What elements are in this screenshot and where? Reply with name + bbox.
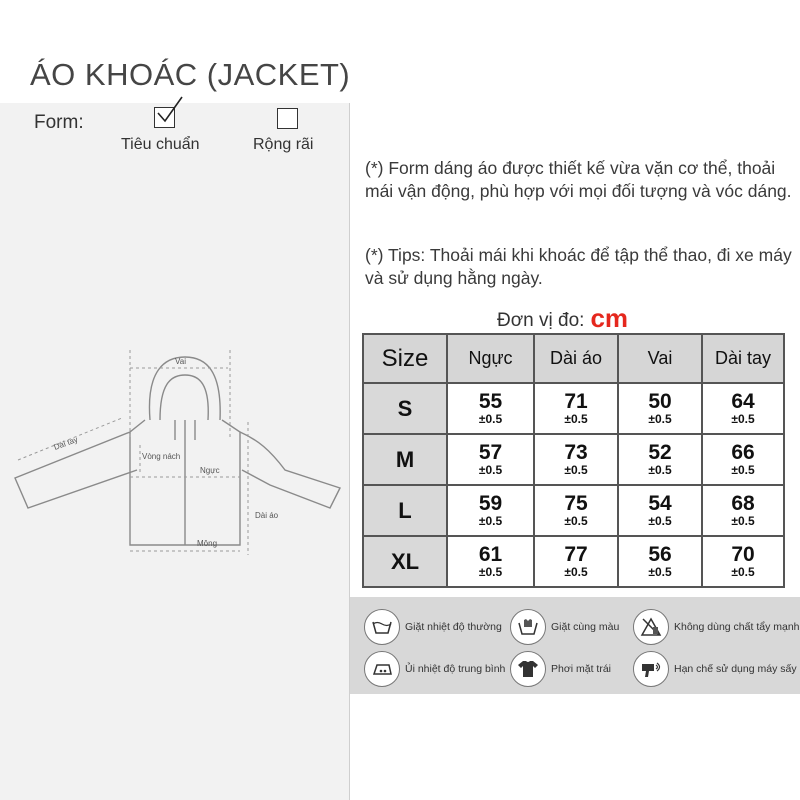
cell-tolerance: ±0.5 [731, 412, 755, 426]
table-cell [618, 485, 702, 536]
care-item [364, 609, 502, 645]
unit-label: Đơn vị đo: [497, 310, 585, 331]
cell-tolerance: ±0.5 [731, 565, 755, 579]
table-row [363, 434, 784, 485]
cell-value: 77 [564, 543, 588, 566]
cell-tolerance: ±0.5 [731, 463, 755, 477]
table-cell [702, 383, 784, 434]
table-cell [702, 434, 784, 485]
cell-value: 75 [564, 492, 588, 515]
wash-normal-temp-icon [364, 609, 400, 645]
care-label: Không dùng chất tẩy mạnh [674, 621, 800, 633]
table-cell [534, 485, 618, 536]
wide-form-label: Rộng rãi [253, 136, 314, 153]
wide-form-checkbox [277, 108, 298, 129]
cell-tolerance: ±0.5 [564, 514, 588, 528]
label-dai-tay: Dài tay [52, 434, 80, 452]
cell-value: 64 [731, 390, 755, 413]
table-cell [447, 536, 534, 587]
care-label: Hạn chế sử dụng máy sấy [674, 663, 797, 675]
table-cell [618, 536, 702, 587]
cell-tolerance: ±0.5 [648, 463, 672, 477]
table-row [363, 536, 784, 587]
unit-value: cm [590, 303, 629, 333]
size-table [362, 333, 785, 588]
no-bleach-icon [633, 609, 669, 645]
cell-value: 68 [731, 492, 755, 515]
table-cell [618, 383, 702, 434]
cell-value: 56 [648, 543, 672, 566]
cell-value: 59 [478, 492, 503, 515]
table-cell [618, 434, 702, 485]
size-cell: L [363, 485, 447, 536]
table-cell [534, 383, 618, 434]
care-item [633, 651, 797, 687]
header-dai-ao: Dài áo [534, 334, 618, 383]
checkmark-icon [152, 93, 188, 127]
table-cell [534, 536, 618, 587]
table-cell [534, 434, 618, 485]
cell-value: 57 [478, 441, 503, 464]
size-cell: XL [363, 536, 447, 587]
label-vong-nach: Vòng nách [142, 452, 181, 461]
tips-note: (*) Tips: Thoải mái khi khoác để tập thể thao, đi xe máy và sử dụng hằng ngày. [365, 245, 792, 288]
care-label: Giặt nhiệt độ thường [405, 621, 502, 633]
cell-tolerance: ±0.5 [478, 463, 503, 477]
unit-line [497, 302, 628, 333]
limit-dryer-icon [633, 651, 669, 687]
jacket-diagram [0, 240, 349, 570]
standard-form-label: Tiêu chuẩn [121, 136, 200, 153]
cell-value: 54 [648, 492, 672, 515]
care-label: Ủi nhiệt độ trung bình [405, 663, 506, 675]
header-vai: Vai [618, 334, 702, 383]
cell-tolerance: ±0.5 [564, 565, 588, 579]
form-note: (*) Form dáng áo được thiết kế vừa vặn cơ thể, thoải mái vận động, phù hợp với mọi đối tượng và vóc dáng. [365, 158, 792, 201]
care-label: Giặt cùng màu [551, 621, 620, 633]
page-title: ÁO KHOÁC (JACKET) [30, 57, 351, 92]
form-label: Form: [34, 112, 84, 133]
wash-same-color-icon [510, 609, 546, 645]
size-cell: S [363, 383, 447, 434]
measure-lines [18, 350, 248, 555]
table-cell [447, 485, 534, 536]
cell-value: 66 [731, 441, 755, 464]
cell-tolerance: ±0.5 [478, 565, 503, 579]
cell-tolerance: ±0.5 [648, 514, 672, 528]
header-size: Size [363, 334, 447, 383]
table-cell [447, 434, 534, 485]
header-nguc: Ngực [447, 334, 534, 383]
cell-tolerance: ±0.5 [648, 565, 672, 579]
cell-value: 50 [648, 390, 672, 413]
cell-tolerance: ±0.5 [478, 412, 503, 426]
table-cell [447, 383, 534, 434]
cell-tolerance: ±0.5 [648, 412, 672, 426]
cell-value: 70 [731, 543, 755, 566]
cell-value: 52 [648, 441, 672, 464]
label-dai-ao: Dài áo [255, 511, 279, 520]
label-nguc: Ngực [200, 466, 220, 475]
table-cell [702, 485, 784, 536]
cell-tolerance: ±0.5 [564, 463, 588, 477]
jacket-outline [15, 357, 340, 545]
care-label: Phơi mặt trái [551, 663, 611, 675]
care-item [364, 651, 505, 687]
label-mong: Mông [197, 539, 218, 548]
table-header-row [363, 334, 784, 383]
cell-value: 73 [564, 441, 588, 464]
cell-value: 55 [478, 390, 503, 413]
table-cell [702, 536, 784, 587]
table-row [363, 485, 784, 536]
table-row [363, 383, 784, 434]
cell-value: 61 [478, 543, 503, 566]
iron-medium-icon [364, 651, 400, 687]
label-vai: Vai [175, 357, 186, 366]
care-instructions-panel [350, 597, 800, 694]
care-item [510, 651, 611, 687]
cell-tolerance: ±0.5 [478, 514, 503, 528]
care-item [633, 609, 800, 645]
cell-tolerance: ±0.5 [731, 514, 755, 528]
header-dai-tay: Dài tay [702, 334, 784, 383]
dry-inside-out-icon [510, 651, 546, 687]
care-item [510, 609, 619, 645]
cell-tolerance: ±0.5 [564, 412, 588, 426]
size-cell: M [363, 434, 447, 485]
cell-value: 71 [564, 390, 588, 413]
